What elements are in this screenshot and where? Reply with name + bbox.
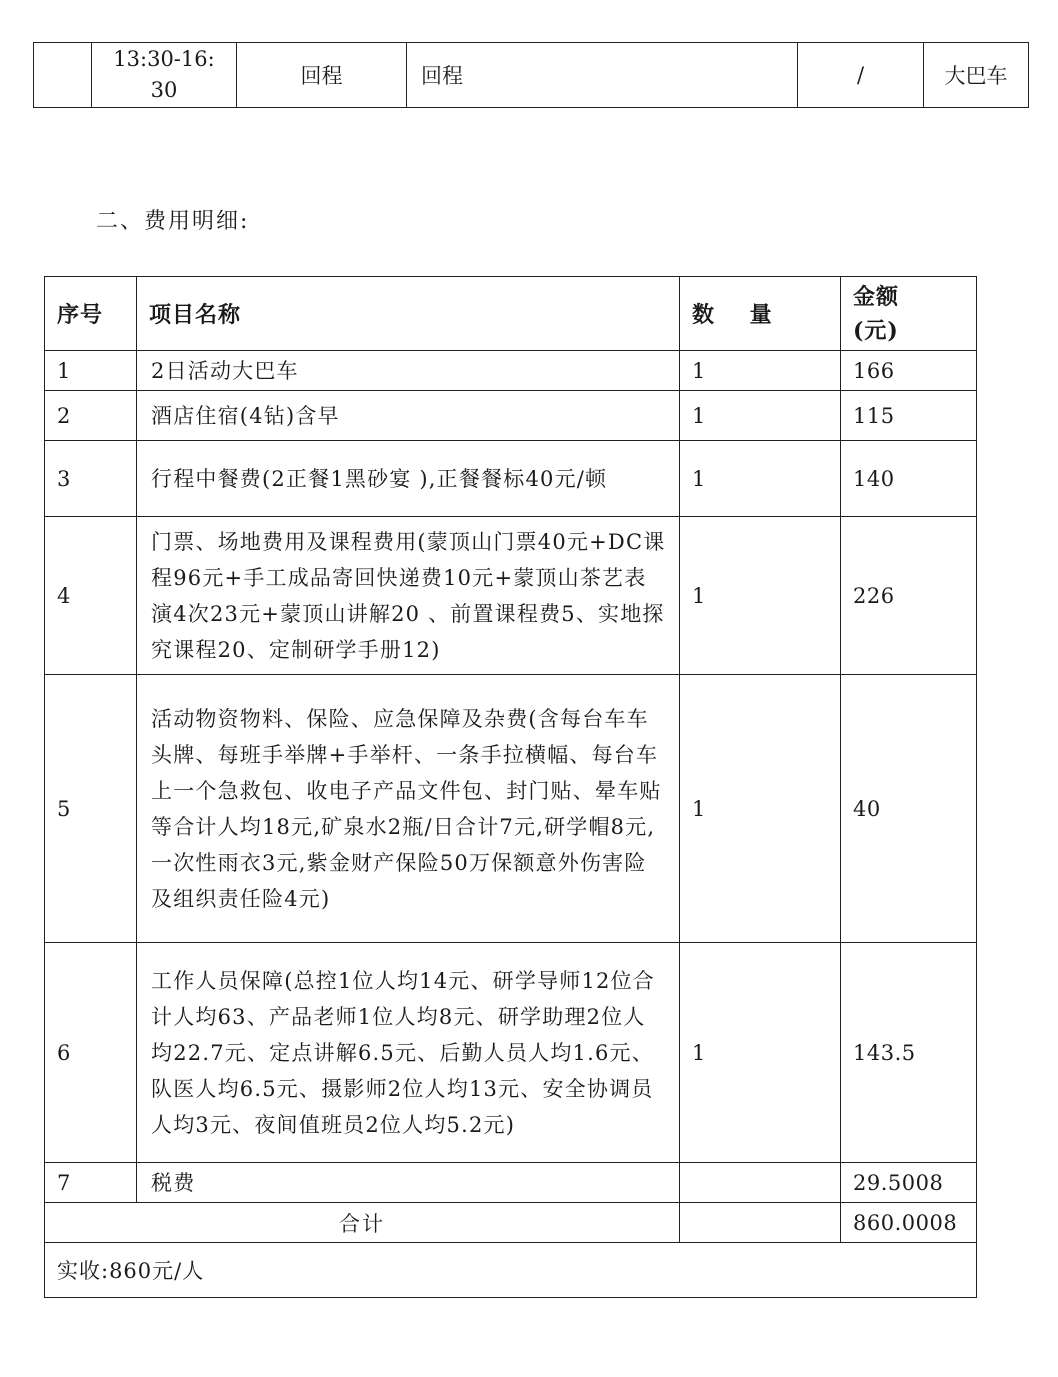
total-label: 合计: [45, 1203, 680, 1243]
cost-row: [45, 391, 977, 441]
row-index: 5: [45, 675, 137, 943]
itinerary-blank-cell: [34, 43, 92, 108]
row-amount: 143.5: [841, 943, 977, 1163]
row-amount: 40: [841, 675, 977, 943]
header-amount-line2: (元): [853, 317, 899, 344]
itinerary-detail-cell: 回程: [407, 43, 798, 108]
itinerary-time-line2: 30: [150, 78, 178, 102]
header-quantity: 数 量: [680, 277, 841, 351]
row-amount: 29.5008: [841, 1163, 977, 1203]
itinerary-meal-cell: /: [798, 43, 924, 108]
header-index: 序号: [45, 277, 137, 351]
cost-header-row: [45, 277, 977, 351]
row-item: 工作人员保障(总控1位人均14元、研学导师12位合计人均63、产品老师1位人均8元、研学助理2位人均22.7元、定点讲解6.5元、后勤人员人均1.6元、队医人均6.5元、摄影师2位人均13元、安全协调员人均3元、夜间值班员2位人均5.2元): [137, 943, 680, 1163]
row-quantity: 1: [680, 675, 841, 943]
row-item: 2日活动大巴车: [137, 351, 680, 391]
itinerary-activity-cell: 回程: [237, 43, 407, 108]
total-row: [45, 1203, 977, 1243]
row-quantity: 1: [680, 441, 841, 517]
row-index: 1: [45, 351, 137, 391]
cost-row: [45, 943, 977, 1163]
row-amount: 140: [841, 441, 977, 517]
cost-row: [45, 441, 977, 517]
row-item: 税费: [137, 1163, 680, 1203]
row-amount: 115: [841, 391, 977, 441]
row-quantity: 1: [680, 391, 841, 441]
row-index: 7: [45, 1163, 137, 1203]
row-index: 6: [45, 943, 137, 1163]
row-index: 4: [45, 517, 137, 675]
row-amount: 166: [841, 351, 977, 391]
itinerary-table: [33, 42, 1029, 108]
row-quantity: [680, 1163, 841, 1203]
row-quantity: 1: [680, 351, 841, 391]
cost-row: [45, 675, 977, 943]
itinerary-transport-cell: 大巴车: [924, 43, 1029, 108]
cost-row: [45, 351, 977, 391]
section-heading: 二、费用明细:: [96, 209, 250, 234]
itinerary-time-line1: 13:30-16:: [113, 47, 215, 71]
row-amount: 226: [841, 517, 977, 675]
row-item: 活动物资物料、保险、应急保障及杂费(含每台车车头牌、每班手举牌+手举杆、一条手拉横幅、每台车上一个急救包、收电子产品文件包、封门贴、晕车贴等合计人均18元,矿泉水2瓶/日合计7元,研学帽8元,一次性雨衣3元,紫金财产保险50万保额意外伤害险及组织责任险4元): [137, 675, 680, 943]
header-amount-line1: 金额: [853, 283, 900, 310]
itinerary-row: [34, 43, 1029, 108]
total-amount: 860.0008: [841, 1203, 977, 1243]
row-item: 酒店住宿(4钻)含早: [137, 391, 680, 441]
cost-table: [44, 276, 977, 1298]
row-item: 门票、场地费用及课程费用(蒙顶山门票40元+DC课程96元+手工成品寄回快递费10元+蒙顶山茶艺表演4次23元+蒙顶山讲解20 、前置课程费5、实地探究课程20、定制研学手册12): [137, 517, 680, 675]
row-item: 行程中餐费(2正餐1黑砂宴 ),正餐餐标40元/顿: [137, 441, 680, 517]
cost-row: [45, 1163, 977, 1203]
header-amount: [841, 277, 977, 351]
header-item: 项目名称: [137, 277, 680, 351]
row-quantity: 1: [680, 517, 841, 675]
cost-row: [45, 517, 977, 675]
received-amount: 实收:860元/人: [45, 1243, 977, 1298]
total-quantity: [680, 1203, 841, 1243]
itinerary-time-cell: [92, 43, 237, 108]
row-quantity: 1: [680, 943, 841, 1163]
row-index: 2: [45, 391, 137, 441]
received-row: [45, 1243, 977, 1298]
row-index: 3: [45, 441, 137, 517]
